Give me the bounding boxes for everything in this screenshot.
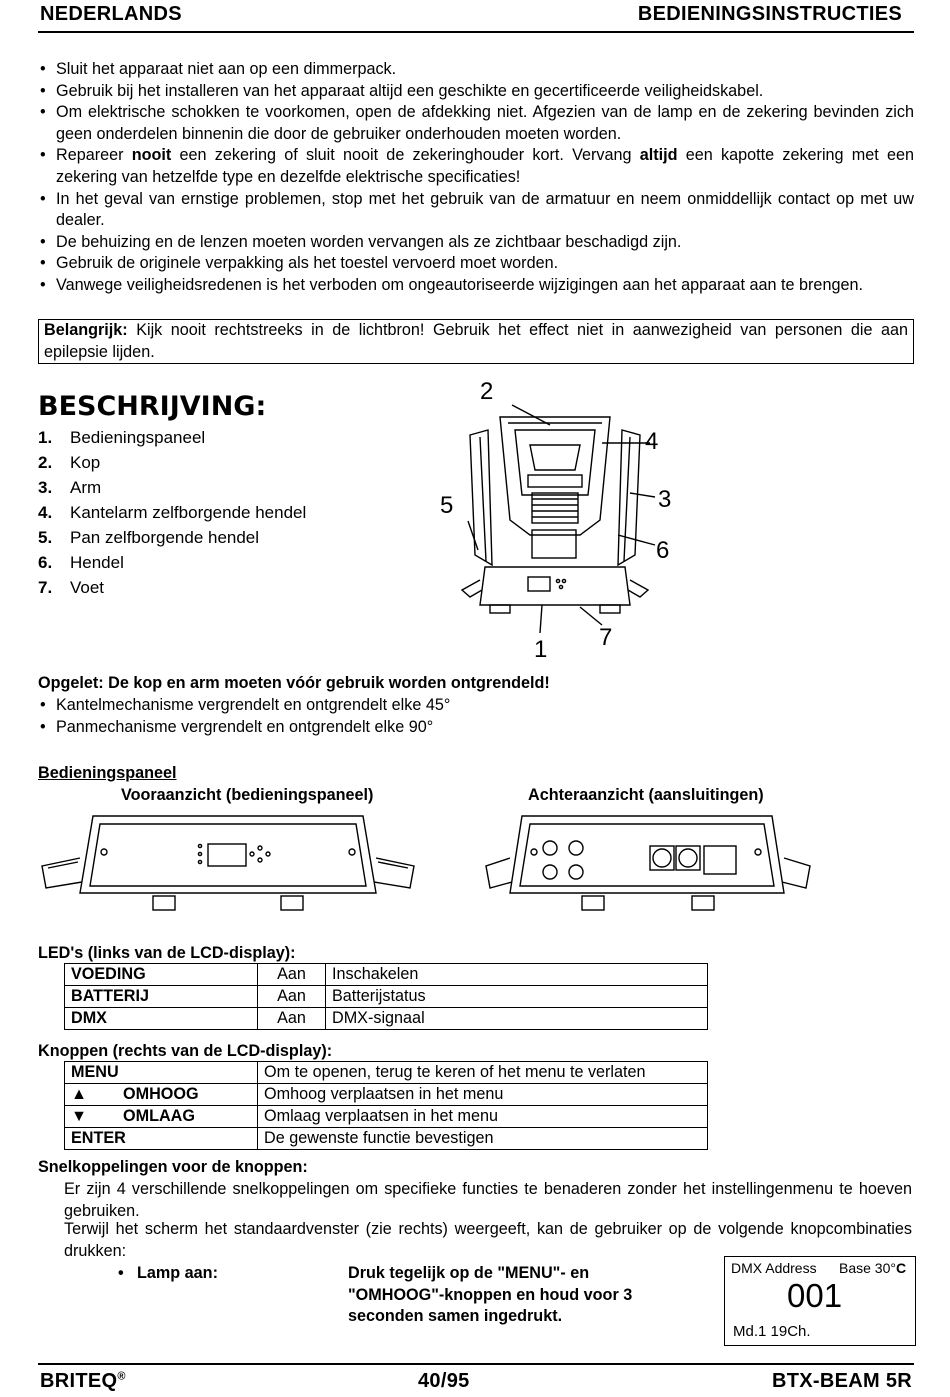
lcd-line1-left: DMX Address: [731, 1260, 817, 1276]
item-label: Kop: [70, 453, 101, 472]
safety-item: [38, 189, 914, 232]
led-name: DMX: [65, 1008, 258, 1030]
button-name: ENTER: [71, 1129, 126, 1147]
table-row: [65, 986, 708, 1008]
important-text: Kijk nooit rechtstreeks in de lichtbron! Gebruik het effect niet in aanwezigheid van personen die aan epilepsie lijden.: [44, 321, 908, 361]
item-number: 5.: [38, 528, 53, 547]
callout-3: 3: [658, 486, 672, 513]
safety-item: [38, 102, 914, 145]
button-name: MENU: [71, 1063, 119, 1081]
safety-text: een zekering of sluit nooit de zekeringhouder kort. Vervang: [171, 146, 640, 165]
button-desc: Om te openen, terug te keren of het menu te verlaten: [258, 1062, 708, 1084]
lcd-big-value: 001: [787, 1277, 843, 1314]
safety-item: [38, 145, 914, 188]
safety-text: altijd: [639, 146, 678, 165]
safety-text: Om elektrische schokken te voorkomen, open de afdekking niet. Afgezien van de lamp en de zekering bevinden zich geen onderdelen binnenin die door de gebruiker onderhouden moeten worden.: [56, 103, 914, 143]
shortcuts-para2: Terwijl het scherm het standaardvenster (zie rechts) weergeeft, kan de gebruiker op de volgende knopcombinaties drukken:: [64, 1220, 912, 1260]
header-section: BEDIENINGSINSTRUCTIES: [637, 3, 902, 25]
item-number: 3.: [38, 478, 53, 497]
led-name: VOEDING: [65, 964, 258, 986]
callout-7: 7: [599, 624, 613, 651]
safety-text: nooit: [131, 146, 172, 165]
safety-text: Gebruik bij het installeren van het apparaat altijd een geschikte en gecertificeerde veiligheidskabel.: [56, 81, 764, 100]
shortcut-item-bullet: •: [118, 1264, 124, 1282]
safety-text: In het geval van ernstige problemen, stop met het gebruik van de armatuur en neem onmiddellijk contact op met uw dealer.: [56, 189, 914, 230]
led-state: Aan: [258, 1008, 326, 1030]
item-label: Voet: [70, 578, 105, 597]
button-cell: [65, 1128, 258, 1150]
safety-text: Sluit het apparaat niet aan op een dimmerpack.: [56, 60, 397, 78]
caution-item-tilt: • Kantelmechanisme vergrendelt en ontgrendelt elke 45°: [38, 695, 914, 717]
list-item: [38, 525, 306, 550]
safety-item: [38, 275, 914, 297]
callout-2: 2: [480, 378, 494, 405]
led-state: Aan: [258, 986, 326, 1008]
item-label: Bedieningspaneel: [70, 428, 206, 447]
led-desc: Batterijstatus: [326, 986, 708, 1008]
lcd-unit: C: [895, 1260, 907, 1276]
button-cell: [65, 1062, 258, 1084]
item-number: 2.: [38, 453, 53, 472]
item-label: Arm: [70, 478, 102, 497]
footer-rule: [38, 1363, 914, 1365]
list-item: [38, 500, 306, 525]
callout-4: 4: [645, 428, 659, 455]
table-row: [65, 1106, 708, 1128]
brand-name: BRITEQ: [40, 1370, 118, 1392]
list-item: [38, 450, 306, 475]
safety-item: [38, 232, 914, 254]
button-desc: Omlaag verplaatsen in het menu: [258, 1106, 708, 1128]
item-label: Pan zelfborgende hendel: [70, 528, 260, 547]
buttons-table: [64, 1061, 708, 1150]
shortcut-item-label: Lamp aan:: [137, 1264, 218, 1282]
lcd-line1-right: [839, 1260, 906, 1276]
lcd-line3: Md.1 19Ch.: [733, 1323, 811, 1340]
led-state: Aan: [258, 964, 326, 986]
caution-title: Opgelet: De kop en arm moeten vóór gebruik worden ontgrendeld!: [38, 674, 550, 692]
shortcut-item-desc: Druk tegelijk op de "MENU"- en "OMHOOG"-knoppen en houd voor 3 seconden samen ingedrukt.: [348, 1264, 633, 1326]
header-rule: [38, 31, 914, 33]
table-row: [65, 1008, 708, 1030]
button-desc: De gewenste functie bevestigen: [258, 1128, 708, 1150]
lcd-display: [724, 1256, 916, 1346]
item-number: 6.: [38, 553, 53, 572]
item-number: 4.: [38, 503, 53, 522]
safety-text: Gebruik de originele verpakking als het toestel vervoerd moet worden.: [56, 254, 559, 273]
list-item: [38, 425, 306, 450]
item-label: Hendel: [70, 553, 124, 572]
lcd-base: Base 30°: [839, 1260, 896, 1276]
safety-item: [38, 253, 914, 275]
moving-head-diagram: [430, 375, 680, 670]
safety-text: Vanwege veiligheidsredenen is het verboden om ongeautoriseerde wijzigingen aan het apparaat aan te brengen.: [56, 275, 863, 294]
item-number: 7.: [38, 578, 53, 597]
important-box: [38, 319, 914, 364]
front-panel-drawing: [38, 808, 418, 918]
button-name: OMHOOG: [123, 1085, 199, 1103]
important-label: Belangrijk:: [44, 321, 128, 339]
shortcuts-title: Snelkoppelingen voor de knoppen:: [38, 1158, 308, 1176]
item-label: Kantelarm zelfborgende hendel: [70, 503, 307, 522]
caution-list: [38, 695, 914, 738]
safety-text: een kapotte zekering met een zekering van hetzelfde type en dezelfde elektrische specificaties!: [56, 146, 915, 186]
rear-panel-drawing: [482, 808, 814, 918]
safety-text: Repareer: [56, 146, 132, 165]
registered-mark: ®: [117, 1370, 126, 1383]
led-name: BATTERIJ: [65, 986, 258, 1008]
safety-item: [38, 81, 914, 103]
table-row: [65, 1084, 708, 1106]
leds-table: [64, 963, 708, 1030]
button-cell: [65, 1106, 258, 1128]
footer-brand: [40, 1370, 126, 1393]
led-desc: DMX-signaal: [326, 1008, 708, 1030]
button-name: OMLAAG: [123, 1107, 195, 1125]
safety-item: [38, 59, 914, 81]
callout-5: 5: [440, 492, 454, 519]
panel-title: Bedieningspaneel: [38, 764, 177, 782]
safety-text: De behuizing en de lenzen moeten worden vervangen als ze zichtbaar beschadigd zijn.: [56, 232, 682, 251]
safety-list: [38, 59, 914, 297]
table-row: [65, 964, 708, 986]
front-caption: Vooraanzicht (bedieningspaneel): [121, 786, 374, 804]
callout-6: 6: [656, 537, 670, 564]
table-row: [65, 1128, 708, 1150]
rear-caption: Achteraanzicht (aansluitingen): [528, 786, 764, 804]
list-item: [38, 575, 306, 600]
list-item: [38, 475, 306, 500]
up-arrow-icon: ▲: [71, 1085, 88, 1103]
button-cell: [65, 1084, 258, 1106]
table-row: [65, 1062, 708, 1084]
description-title: BESCHRIJVING:: [38, 391, 267, 422]
caution-item-pan: • Panmechanisme vergrendelt en ontgrendelt elke 90°: [38, 717, 914, 739]
leds-title: LED's (links van de LCD-display):: [38, 944, 296, 962]
footer-page: 40/95: [418, 1370, 470, 1392]
list-item: [38, 550, 306, 575]
item-number: 1.: [38, 428, 53, 447]
down-arrow-icon: ▼: [71, 1107, 88, 1125]
header-language: NEDERLANDS: [40, 3, 182, 25]
description-list: [38, 425, 306, 600]
callout-1: 1: [534, 636, 548, 663]
button-desc: Omhoog verplaatsen in het menu: [258, 1084, 708, 1106]
footer-model: BTX-BEAM 5R: [772, 1370, 912, 1392]
buttons-title: Knoppen (rechts van de LCD-display):: [38, 1042, 333, 1060]
shortcuts-para1: Er zijn 4 verschillende snelkoppelingen om specifieke functies te benaderen zonder het instellingenmenu te hoeven gebruiken.: [64, 1180, 912, 1220]
led-desc: Inschakelen: [326, 964, 708, 986]
